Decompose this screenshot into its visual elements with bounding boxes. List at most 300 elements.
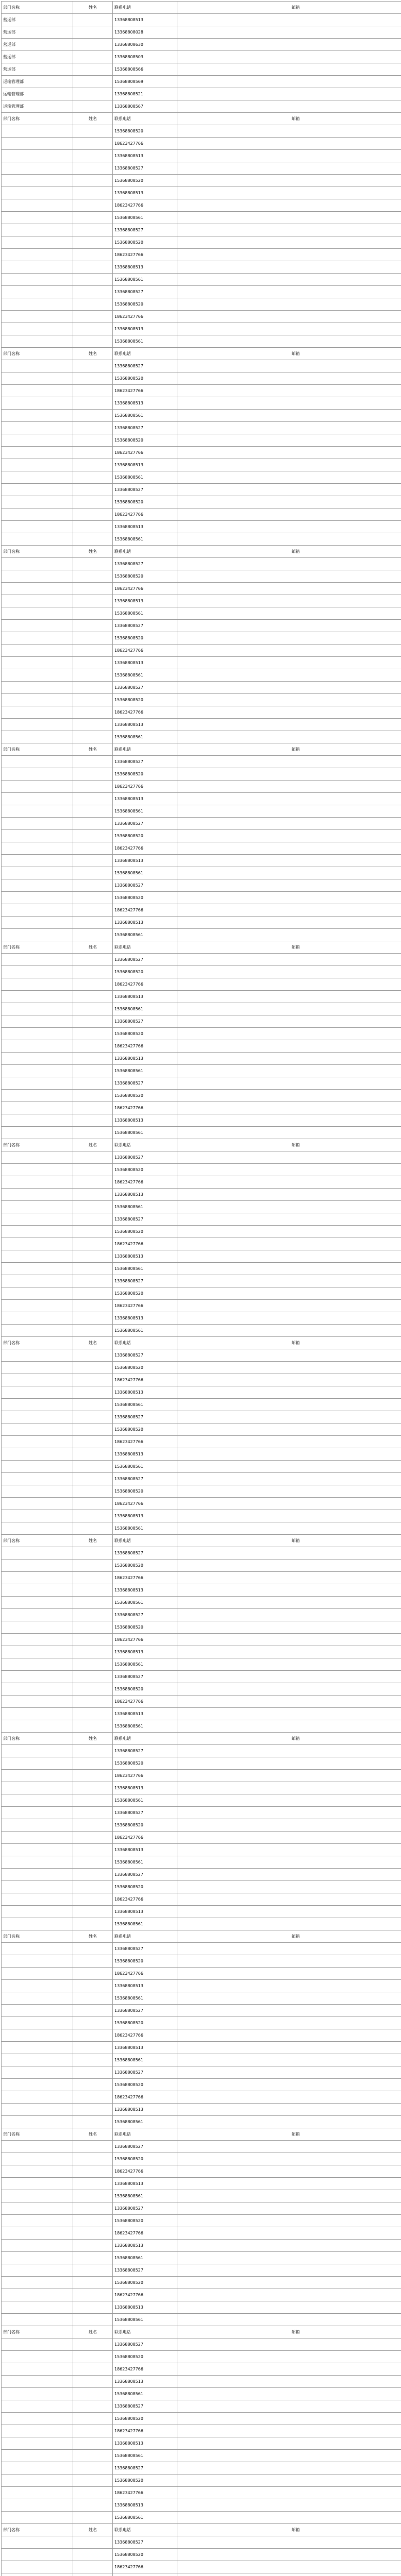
name-cell <box>73 2388 113 2400</box>
dept-cell <box>2 1943 73 1955</box>
phone-cell: 13368808513 <box>113 657 177 669</box>
name-cell <box>73 2573 113 2576</box>
name-cell <box>73 521 113 533</box>
table-row <box>2 1213 401 1226</box>
table-header-row <box>2 1139 401 1151</box>
table-row <box>2 1436 401 1448</box>
name-cell <box>73 162 113 175</box>
phone-cell: 13368808527 <box>113 1077 177 1090</box>
phone-cell: 18623427766 <box>113 509 177 521</box>
phone-cell: 13368808513 <box>113 1448 177 1461</box>
phone-cell: 13368808513 <box>113 595 177 607</box>
dept-cell <box>2 1461 73 1473</box>
dept-cell <box>2 1287 73 1300</box>
dept-cell <box>2 607 73 620</box>
phone-cell: 15368808520 <box>113 1819 177 1832</box>
email-cell <box>177 1992 401 2005</box>
email-cell <box>177 1832 401 1844</box>
email-cell <box>177 533 401 546</box>
phone-cell: 13368808513 <box>113 2104 177 2116</box>
phone-cell: 15368808561 <box>113 212 177 224</box>
name-cell <box>73 496 113 509</box>
phone-cell: 13368808567 <box>113 100 177 113</box>
email-cell <box>177 187 401 199</box>
table-row <box>2 2425 401 2437</box>
name-cell <box>73 1980 113 1992</box>
dept-cell <box>2 1176 73 1189</box>
name-cell <box>73 1040 113 1053</box>
email-cell <box>177 1745 401 1757</box>
table-row <box>2 1423 401 1436</box>
email-cell <box>177 2475 401 2487</box>
phone-cell: 15368808520 <box>113 2475 177 2487</box>
dept-cell <box>2 2141 73 2153</box>
email-cell <box>177 731 401 743</box>
phone-cell: 15368808520 <box>113 175 177 187</box>
email-cell <box>177 2066 401 2079</box>
table-row <box>2 138 401 150</box>
dept-cell <box>2 694 73 706</box>
phone-cell: 13368808513 <box>113 719 177 731</box>
name-cell <box>73 1399 113 1411</box>
dept-cell <box>2 1226 73 1238</box>
table-row <box>2 855 401 867</box>
table-row <box>2 595 401 607</box>
dept-cell <box>2 1053 73 1065</box>
email-cell <box>177 1127 401 1139</box>
email-cell <box>177 978 401 991</box>
name-cell <box>73 533 113 546</box>
table-row <box>2 434 401 447</box>
email-cell <box>177 558 401 570</box>
phone-cell: 15368808520 <box>113 2413 177 2425</box>
name-cell <box>73 1794 113 1807</box>
phone-cell: 13368808527 <box>113 162 177 175</box>
name-cell <box>73 2277 113 2289</box>
email-cell <box>177 1510 401 1522</box>
email-cell <box>177 471 401 484</box>
email-cell <box>177 1250 401 1263</box>
email-cell <box>177 1312 401 1325</box>
phone-cell: 18623427766 <box>113 781 177 793</box>
email-cell <box>177 1114 401 1127</box>
dept-cell <box>2 2301 73 2314</box>
dept-cell <box>2 1349 73 1362</box>
dept-cell <box>2 533 73 546</box>
phone-cell: 13368808513 <box>113 991 177 1003</box>
table-row <box>2 410 401 422</box>
name-cell <box>73 595 113 607</box>
header-dept-cell: 部门名称 <box>2 2326 73 2338</box>
table-row <box>2 2512 401 2524</box>
dept-cell <box>2 632 73 645</box>
dept-cell <box>2 2573 73 2576</box>
dept-cell: 营运部 <box>2 39 73 51</box>
table-row <box>2 1250 401 1263</box>
email-cell <box>177 1782 401 1794</box>
phone-cell: 13368808513 <box>113 917 177 929</box>
email-cell <box>177 2338 401 2351</box>
phone-cell: 13368808513 <box>113 521 177 533</box>
dept-cell <box>2 781 73 793</box>
table-row <box>2 1151 401 1164</box>
header-name-cell: 姓名 <box>73 546 113 558</box>
email-cell <box>177 100 401 113</box>
phone-cell: 13368808527 <box>113 224 177 236</box>
name-cell <box>73 669 113 682</box>
name-cell <box>73 1065 113 1077</box>
name-cell <box>73 1720 113 1733</box>
dept-cell <box>2 2029 73 2042</box>
name-cell <box>73 1658 113 1671</box>
name-cell <box>73 1411 113 1423</box>
name-cell <box>73 1646 113 1658</box>
email-cell <box>177 1646 401 1658</box>
phone-cell: 18623427766 <box>113 2165 177 2178</box>
email-cell <box>177 175 401 187</box>
email-cell <box>177 2042 401 2054</box>
phone-cell: 18623427766 <box>113 1176 177 1189</box>
dept-cell <box>2 1102 73 1114</box>
name-cell <box>73 558 113 570</box>
table-row <box>2 2190 401 2202</box>
email-cell <box>177 63 401 76</box>
table-row <box>2 484 401 496</box>
dept-cell <box>2 1127 73 1139</box>
name-cell <box>73 397 113 410</box>
name-cell <box>73 2202 113 2215</box>
table-row <box>2 311 401 323</box>
email-cell <box>177 385 401 397</box>
email-cell <box>177 2351 401 2363</box>
table-row <box>2 2029 401 2042</box>
phone-cell: 15368808520 <box>113 1090 177 1102</box>
name-cell <box>73 781 113 793</box>
table-row <box>2 2400 401 2413</box>
dept-cell <box>2 706 73 719</box>
dept-cell <box>2 1003 73 1015</box>
dept-cell <box>2 929 73 941</box>
table-row <box>2 51 401 63</box>
email-cell <box>177 2240 401 2252</box>
table-row <box>2 298 401 311</box>
email-cell <box>177 2314 401 2326</box>
table-row <box>2 1844 401 1856</box>
name-cell <box>73 1300 113 1312</box>
phone-cell: 13368808527 <box>113 954 177 966</box>
phone-cell: 13368808503 <box>113 51 177 63</box>
phone-cell: 13368808527 <box>113 1609 177 1621</box>
name-cell <box>73 793 113 805</box>
dept-cell <box>2 1411 73 1423</box>
email-cell <box>177 2264 401 2277</box>
email-cell <box>177 1498 401 1510</box>
dept-cell <box>2 1151 73 1164</box>
table-row <box>2 1782 401 1794</box>
email-cell <box>177 1856 401 1869</box>
table-row <box>2 1968 401 1980</box>
contact-table-body <box>2 2 401 2576</box>
name-cell <box>73 991 113 1003</box>
phone-cell: 15368808520 <box>113 236 177 249</box>
phone-cell: 18623427766 <box>113 842 177 855</box>
header-name-cell: 姓名 <box>73 348 113 360</box>
email-cell <box>177 2104 401 2116</box>
header-email-cell: 邮箱 <box>177 2326 401 2338</box>
phone-cell: 15368808520 <box>113 2017 177 2029</box>
table-row <box>2 917 401 929</box>
email-cell <box>177 274 401 286</box>
table-row <box>2 1881 401 1893</box>
name-cell <box>73 570 113 583</box>
dept-cell <box>2 1869 73 1881</box>
header-name-cell: 姓名 <box>73 2524 113 2536</box>
table-row <box>2 2388 401 2400</box>
header-name-cell: 姓名 <box>73 743 113 756</box>
name-cell <box>73 2079 113 2091</box>
header-dept-cell: 部门名称 <box>2 546 73 558</box>
table-row <box>2 397 401 410</box>
table-row <box>2 2376 401 2388</box>
name-cell <box>73 1782 113 1794</box>
table-row <box>2 385 401 397</box>
phone-cell: 18623427766 <box>113 583 177 595</box>
phone-cell: 13368808527 <box>113 818 177 830</box>
phone-cell: 15368808561 <box>113 1856 177 1869</box>
dept-cell <box>2 1955 73 1968</box>
table-row <box>2 1720 401 1733</box>
dept-cell <box>2 954 73 966</box>
table-row <box>2 2289 401 2301</box>
table-header-row <box>2 1733 401 1745</box>
phone-cell: 13368808527 <box>113 682 177 694</box>
header-phone-cell: 联系电话 <box>113 2128 177 2141</box>
table-row <box>2 150 401 162</box>
table-row <box>2 1362 401 1374</box>
name-cell <box>73 867 113 879</box>
table-row <box>2 1325 401 1337</box>
phone-cell: 13368808513 <box>113 793 177 805</box>
header-phone-cell: 联系电话 <box>113 1733 177 1745</box>
dept-cell <box>2 496 73 509</box>
name-cell <box>73 1906 113 1918</box>
dept-cell <box>2 410 73 422</box>
email-cell <box>177 14 401 26</box>
email-cell <box>177 1906 401 1918</box>
dept-cell <box>2 2400 73 2413</box>
table-row <box>2 929 401 941</box>
header-dept-cell: 部门名称 <box>2 348 73 360</box>
name-cell <box>73 1683 113 1696</box>
dept-cell <box>2 855 73 867</box>
dept-cell <box>2 2388 73 2400</box>
dept-cell <box>2 595 73 607</box>
email-cell <box>177 1473 401 1485</box>
dept-cell <box>2 2475 73 2487</box>
header-dept-cell: 部门名称 <box>2 1337 73 1349</box>
table-header-row <box>2 113 401 125</box>
dept-cell <box>2 187 73 199</box>
name-cell <box>73 1757 113 1770</box>
name-cell <box>73 917 113 929</box>
dept-cell <box>2 1065 73 1077</box>
dept-cell <box>2 2104 73 2116</box>
table-row <box>2 2042 401 2054</box>
email-cell <box>177 781 401 793</box>
phone-cell: 15368808520 <box>113 1028 177 1040</box>
table-row <box>2 459 401 471</box>
name-cell <box>73 39 113 51</box>
email-cell <box>177 484 401 496</box>
name-cell <box>73 1893 113 1906</box>
name-cell <box>73 286 113 298</box>
table-row <box>2 39 401 51</box>
table-row <box>2 1461 401 1473</box>
table-row <box>2 867 401 879</box>
name-cell <box>73 954 113 966</box>
email-cell <box>177 1189 401 1201</box>
table-row <box>2 1065 401 1077</box>
name-cell <box>73 2400 113 2413</box>
dept-cell <box>2 1312 73 1325</box>
name-cell <box>73 632 113 645</box>
table-row <box>2 335 401 348</box>
name-cell <box>73 2549 113 2561</box>
dept-cell <box>2 645 73 657</box>
phone-cell: 15368808561 <box>113 1399 177 1411</box>
phone-cell: 15368808561 <box>113 1522 177 1535</box>
phone-cell: 18623427766 <box>113 2561 177 2573</box>
name-cell <box>73 199 113 212</box>
email-cell <box>177 1560 401 1572</box>
dept-cell <box>2 1028 73 1040</box>
dept-cell: 营运部 <box>2 26 73 39</box>
name-cell <box>73 2437 113 2450</box>
email-cell <box>177 2413 401 2425</box>
phone-cell: 15368808561 <box>113 1794 177 1807</box>
table-row <box>2 2437 401 2450</box>
phone-cell: 15368808561 <box>113 2190 177 2202</box>
table-row <box>2 1164 401 1176</box>
phone-cell: 13368808513 <box>113 2499 177 2512</box>
phone-cell: 15368808520 <box>113 372 177 385</box>
phone-cell: 15368808520 <box>113 1621 177 1634</box>
phone-cell: 15368808561 <box>113 1263 177 1275</box>
email-cell <box>177 1955 401 1968</box>
table-row <box>2 1893 401 1906</box>
name-cell <box>73 805 113 818</box>
phone-cell: 18623427766 <box>113 249 177 261</box>
table-row <box>2 1498 401 1510</box>
dept-cell <box>2 1250 73 1263</box>
email-cell <box>177 830 401 842</box>
email-cell <box>177 199 401 212</box>
name-cell <box>73 1918 113 1930</box>
phone-cell: 13368808527 <box>113 1943 177 1955</box>
dept-cell <box>2 1794 73 1807</box>
phone-cell: 18623427766 <box>113 706 177 719</box>
phone-cell: 18623427766 <box>113 2363 177 2376</box>
name-cell <box>73 1448 113 1461</box>
table-row <box>2 2141 401 2153</box>
table-row <box>2 2054 401 2066</box>
name-cell <box>73 2178 113 2190</box>
phone-cell: 18623427766 <box>113 1300 177 1312</box>
table-row <box>2 1189 401 1201</box>
table-row <box>2 694 401 706</box>
dept-cell <box>2 1325 73 1337</box>
name-cell <box>73 719 113 731</box>
header-email-cell: 邮箱 <box>177 113 401 125</box>
email-cell <box>177 1362 401 1374</box>
dept-cell <box>2 323 73 335</box>
dept-cell <box>2 966 73 978</box>
phone-cell: 15368808561 <box>113 1461 177 1473</box>
phone-cell: 13368808527 <box>113 756 177 768</box>
email-cell <box>177 2400 401 2413</box>
table-row <box>2 1374 401 1386</box>
table-header-row <box>2 1930 401 1943</box>
name-cell <box>73 2487 113 2499</box>
phone-cell: 13368808513 <box>113 1114 177 1127</box>
phone-cell: 18623427766 <box>113 1374 177 1386</box>
dept-cell: 营运部 <box>2 14 73 26</box>
table-row <box>2 879 401 892</box>
email-cell <box>177 360 401 372</box>
table-row <box>2 1114 401 1127</box>
phone-cell: 15368808520 <box>113 298 177 311</box>
name-cell <box>73 1498 113 1510</box>
email-cell <box>177 1411 401 1423</box>
email-cell <box>177 929 401 941</box>
name-cell <box>73 1151 113 1164</box>
email-cell <box>177 249 401 261</box>
phone-cell: 15368808566 <box>113 63 177 76</box>
dept-cell <box>2 2376 73 2388</box>
dept-cell <box>2 212 73 224</box>
name-cell <box>73 2165 113 2178</box>
dept-cell <box>2 1770 73 1782</box>
dept-cell <box>2 2425 73 2437</box>
phone-cell: 15368808561 <box>113 1658 177 1671</box>
email-cell <box>177 1040 401 1053</box>
phone-cell: 15368808520 <box>113 694 177 706</box>
name-cell <box>73 1090 113 1102</box>
header-name-cell: 姓名 <box>73 1733 113 1745</box>
dept-cell <box>2 1040 73 1053</box>
email-cell <box>177 1683 401 1696</box>
name-cell <box>73 706 113 719</box>
dept-cell <box>2 236 73 249</box>
email-cell <box>177 620 401 632</box>
email-cell <box>177 1968 401 1980</box>
phone-cell: 15368808561 <box>113 669 177 682</box>
phone-cell: 13368808513 <box>113 1646 177 1658</box>
name-cell <box>73 1423 113 1436</box>
dept-cell <box>2 521 73 533</box>
dept-cell <box>2 434 73 447</box>
table-row <box>2 1053 401 1065</box>
dept-cell <box>2 1077 73 1090</box>
phone-cell: 13368808513 <box>113 1189 177 1201</box>
dept-cell <box>2 2450 73 2462</box>
phone-cell: 15368808520 <box>113 1287 177 1300</box>
email-cell <box>177 2202 401 2215</box>
email-cell <box>177 2153 401 2165</box>
name-cell <box>73 1547 113 1560</box>
phone-cell: 18623427766 <box>113 1968 177 1980</box>
dept-cell <box>2 1881 73 1893</box>
